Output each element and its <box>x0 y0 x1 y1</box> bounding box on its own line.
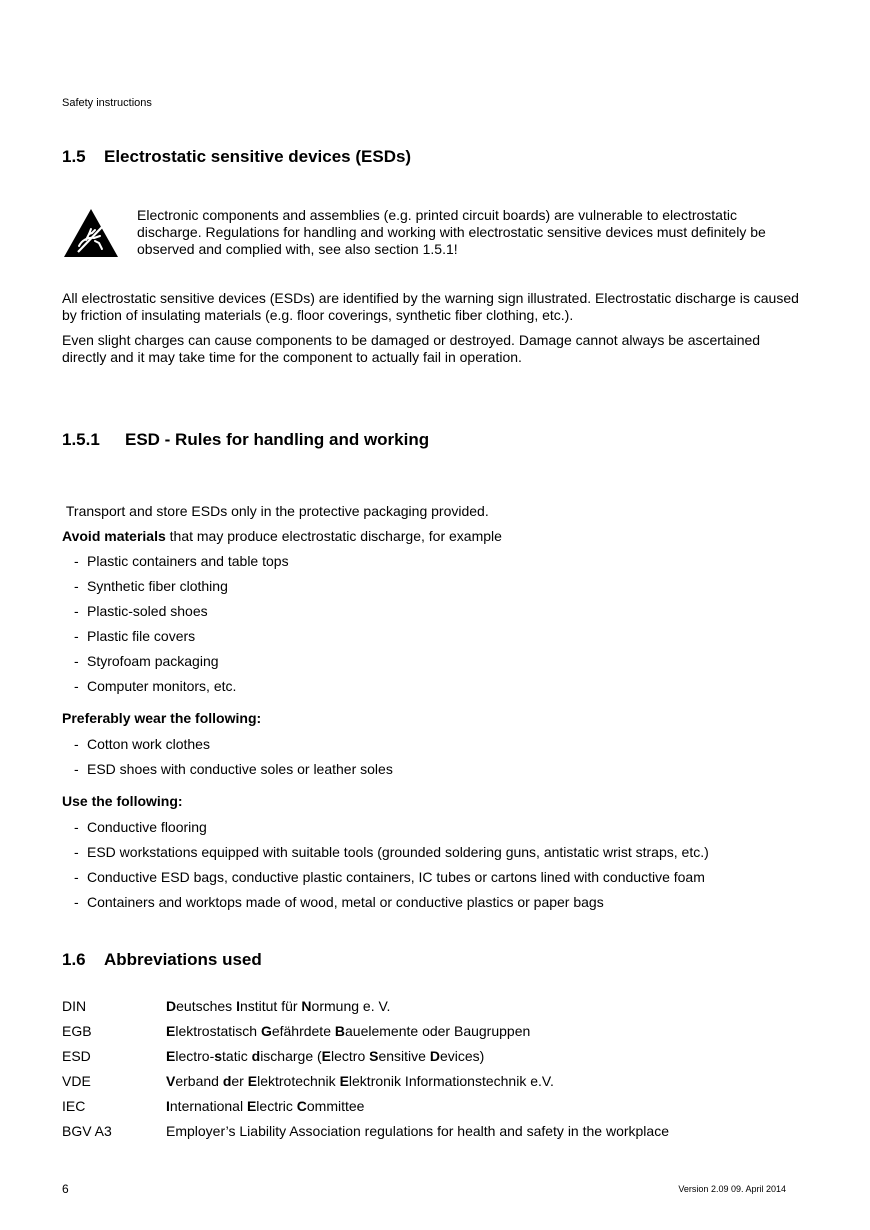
prefer-heading: Preferably wear the following: <box>62 710 262 726</box>
abbreviation-key: VDE <box>62 1073 91 1089</box>
abbreviation-row <box>62 1023 530 1040</box>
section-number: 1.5 <box>62 147 86 166</box>
list-item: - ESD shoes with conductive soles or leather soles <box>74 761 393 777</box>
intro-paragraph-2: Even slight charges can cause components to be damaged or destroyed. Damage cannot always be ascertained directly and it may take time for the component to actually fail in operation. <box>62 332 761 365</box>
abbreviation-row <box>62 1048 484 1065</box>
abbreviation-key: IEC <box>62 1098 86 1114</box>
page-number: 6 <box>62 1182 69 1196</box>
list-item: - Containers and worktops made of wood, metal or conductive plastics or paper bags <box>74 894 604 910</box>
list-item: - Synthetic fiber clothing <box>74 578 228 594</box>
list-item: - Plastic containers and table tops <box>74 553 289 569</box>
abbreviation-key: ESD <box>62 1048 91 1064</box>
abbreviation-description: Elektrostatisch Gefährdete Bauelemente oder Baugruppen <box>166 1023 531 1039</box>
esd-warning-icon <box>62 207 120 259</box>
avoid-bold: Avoid materials <box>62 528 166 544</box>
section-1-5-heading <box>62 147 411 167</box>
list-item: - Plastic-soled shoes <box>74 603 208 619</box>
avoid-line <box>62 528 502 545</box>
abbreviation-description: Employer’s Liability Association regulations for health and safety in the workplace <box>166 1123 669 1139</box>
abbreviation-key: EGB <box>62 1023 92 1039</box>
warning-text: Electronic components and assemblies (e.g. printed circuit boards) are vulnerable to electrostatic discharge. Regulations for handling and working with electrostatic sensitive devices must definitely be observed and complied with, see also section 1.5.1! <box>137 207 766 257</box>
avoid-rest: that may produce electrostatic discharge, for example <box>165 528 502 544</box>
transport-line: Transport and store ESDs only in the protective packaging provided. <box>65 503 489 519</box>
use-heading: Use the following: <box>62 793 183 809</box>
abbreviation-description: Electro-static discharge (Electro Sensitive Devices) <box>166 1048 485 1064</box>
list-item: - Computer monitors, etc. <box>74 678 237 694</box>
section-number: 1.5.1 <box>62 430 100 449</box>
list-item: - ESD workstations equipped with suitable tools (grounded soldering guns, antistatic wrist straps, etc.) <box>74 844 709 860</box>
abbreviation-description: Deutsches Institut für Normung e. V. <box>166 998 391 1014</box>
list-item: - Styrofoam packaging <box>74 653 219 669</box>
abbreviation-row <box>62 998 390 1015</box>
section-1-6-heading <box>62 950 262 970</box>
abbreviation-key: BGV A3 <box>62 1123 112 1139</box>
section-title: Electrostatic sensitive devices (ESDs) <box>104 147 412 166</box>
abbreviation-row <box>62 1098 364 1115</box>
abbreviation-row <box>62 1123 669 1140</box>
running-header: Safety instructions <box>62 97 152 109</box>
list-item: - Plastic file covers <box>74 628 196 644</box>
section-title: ESD - Rules for handling and working <box>125 430 430 449</box>
version-info: Version 2.09 09. April 2014 <box>678 1184 786 1194</box>
section-number: 1.6 <box>62 950 86 969</box>
abbreviation-description: International Electric Committee <box>166 1098 365 1114</box>
list-item: - Cotton work clothes <box>74 736 210 752</box>
section-title: Abbreviations used <box>104 950 262 969</box>
abbreviation-description: Verband der Elektrotechnik Elektronik Informationstechnik e.V. <box>166 1073 554 1089</box>
intro-paragraph-1: All electrostatic sensitive devices (ESDs) are identified by the warning sign illustrated. Electrostatic discharge is caused by friction of insulating materials (e.g. floor coverings, synthetic fiber clothing, etc.). <box>62 290 799 323</box>
list-item: - Conductive flooring <box>74 819 207 835</box>
abbreviation-row <box>62 1073 554 1090</box>
abbreviation-key: DIN <box>62 998 87 1014</box>
section-1-5-1-heading <box>62 430 429 450</box>
list-item: - Conductive ESD bags, conductive plastic containers, IC tubes or cartons lined with conductive foam <box>74 869 705 885</box>
